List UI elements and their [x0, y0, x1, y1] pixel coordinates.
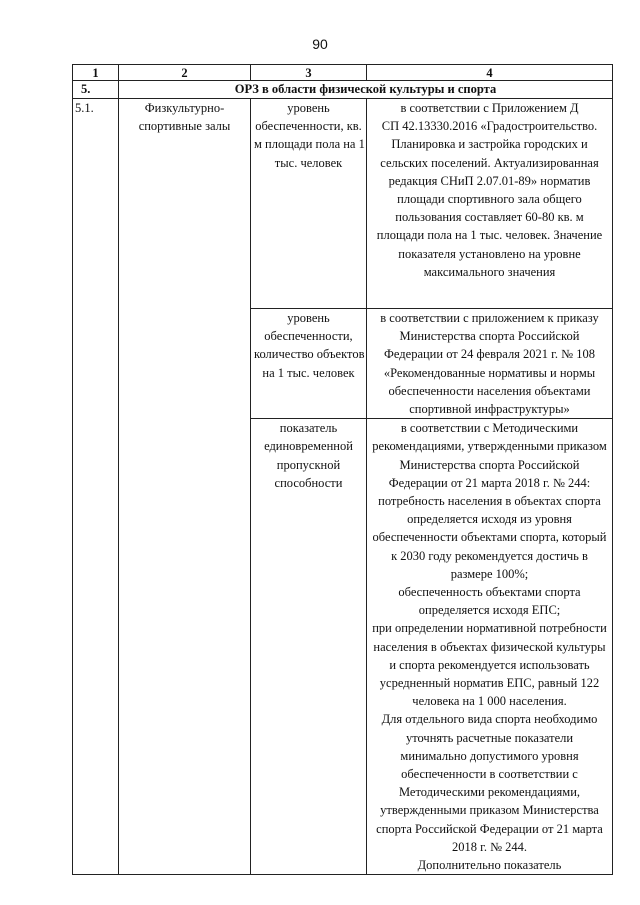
object-name-line: спортивные залы	[138, 119, 231, 134]
indicator-name-line: способности	[274, 475, 343, 490]
basis-line: Федерации от 24 февраля 2021 г. № 108	[384, 347, 595, 362]
column-header-3: 3	[251, 65, 367, 81]
column-header-1: 1	[73, 65, 119, 81]
basis-line: редакция СНиП 2.07.01-89» норматив	[388, 173, 591, 188]
page-number: 90	[312, 36, 328, 52]
indicator-name-line: уровень	[287, 101, 330, 115]
indicator-name-cell	[251, 309, 367, 419]
basis-line: Дополнительно показатель	[417, 858, 562, 873]
basis-line: сельских поселений. Актуализированная	[380, 155, 599, 170]
basis-line: потребность населения в объектах спорта	[378, 494, 601, 509]
basis-line: усредненный норматив ЕПС, равный 122	[379, 676, 600, 691]
table-row	[73, 99, 613, 309]
basis-line: размере 100%;	[450, 566, 529, 581]
column-number-row	[73, 65, 613, 81]
indicator-name-cell	[251, 419, 367, 875]
row-number: 5.1.	[73, 99, 119, 875]
basis-line: Министерства спорта Российской	[399, 329, 580, 344]
basis-line: Министерства спорта Российской	[399, 457, 580, 472]
indicator-basis-cell	[367, 99, 613, 309]
object-name	[122, 99, 247, 135]
indicator-name-line: тыс. человек	[274, 155, 343, 170]
indicator-name-line: показатель	[279, 421, 338, 436]
indicator-name-line: м площади пола на 1	[254, 137, 365, 152]
basis-line: Планировка и застройка городских и	[391, 137, 588, 152]
basis-line: в соответствии с приложением к приказу	[380, 311, 599, 325]
basis-line: Методическими рекомендациями,	[398, 785, 581, 800]
basis-line: «Рекомендованные нормативы и нормы	[383, 365, 596, 380]
column-header-4: 4	[367, 65, 613, 81]
indicator-basis-cell	[367, 309, 613, 419]
indicator-name-line: единовременной	[264, 439, 353, 454]
basis-line: 2018 г. № 244.	[451, 839, 528, 854]
section-row	[73, 81, 613, 99]
basis-line: при определении нормативной потребности	[372, 621, 607, 636]
basis-line: площади спортивного зала общего	[397, 192, 582, 207]
basis-line: уточнять расчетные показатели	[405, 730, 574, 745]
basis-line: пользования составляет 60-80 кв. м	[395, 210, 584, 225]
indicator-name-line: количество объектов	[254, 347, 365, 362]
basis-line: площади пола на 1 тыс. человек. Значение	[376, 228, 603, 243]
indicator-basis-cell	[367, 419, 613, 875]
basis-line: определяется исходя из уровня	[407, 512, 572, 527]
basis-line: в соответствии с Приложением Д	[400, 101, 579, 115]
basis-line: максимального значения	[423, 264, 556, 279]
basis-line: и спорта рекомендуется использовать	[389, 657, 590, 672]
basis-line: спорта Российской Федерации от 21 марта	[376, 821, 603, 836]
basis-line: в соответствии с Методическими	[400, 421, 579, 436]
basis-line: обеспеченности в соответствии с	[401, 767, 578, 782]
indicator-name-line: на 1 тыс. человек	[262, 365, 355, 380]
basis-line: обеспеченности населения объектами	[388, 383, 591, 398]
basis-line: рекомендациями, утвержденными приказом	[372, 439, 607, 454]
section-number: 5.	[73, 81, 119, 99]
column-header-2: 2	[119, 65, 251, 81]
basis-line: спортивной инфраструктуры»	[409, 402, 570, 417]
basis-line: утвержденными приказом Министерства	[380, 803, 599, 818]
indicator-name-line: уровень	[287, 311, 330, 325]
object-name-cell	[119, 99, 251, 875]
document-table	[72, 64, 613, 875]
basis-line: к 2030 году рекомендуется достичь в	[391, 548, 588, 563]
basis-line: обеспеченности объектами спорта, который	[372, 530, 607, 545]
section-title: ОРЗ в области физической культуры и спорта	[119, 81, 613, 99]
basis-line: обеспеченность объектами спорта	[398, 585, 581, 600]
indicator-name-cell	[251, 99, 367, 309]
basis-line: человека на 1 000 населения.	[412, 694, 567, 709]
object-name-line: Физкультурно-	[144, 101, 225, 115]
basis-line: населения в объектах физической культуры	[373, 639, 606, 654]
indicator-name-line: обеспеченности, кв.	[255, 119, 362, 134]
indicator-name-line: пропускной	[276, 457, 341, 472]
basis-line: показателя установлено на уровне	[398, 246, 581, 261]
basis-line: Для отдельного вида спорта необходимо	[381, 712, 598, 727]
basis-line: минимально допустимого уровня	[400, 748, 579, 763]
basis-line: СП 42.13330.2016 «Градостроительство.	[381, 119, 598, 134]
basis-line: определяется исходя ЕПС;	[418, 603, 561, 618]
indicator-name-line: обеспеченности,	[264, 329, 353, 344]
basis-line: Федерации от 21 марта 2018 г. № 244:	[388, 475, 591, 490]
